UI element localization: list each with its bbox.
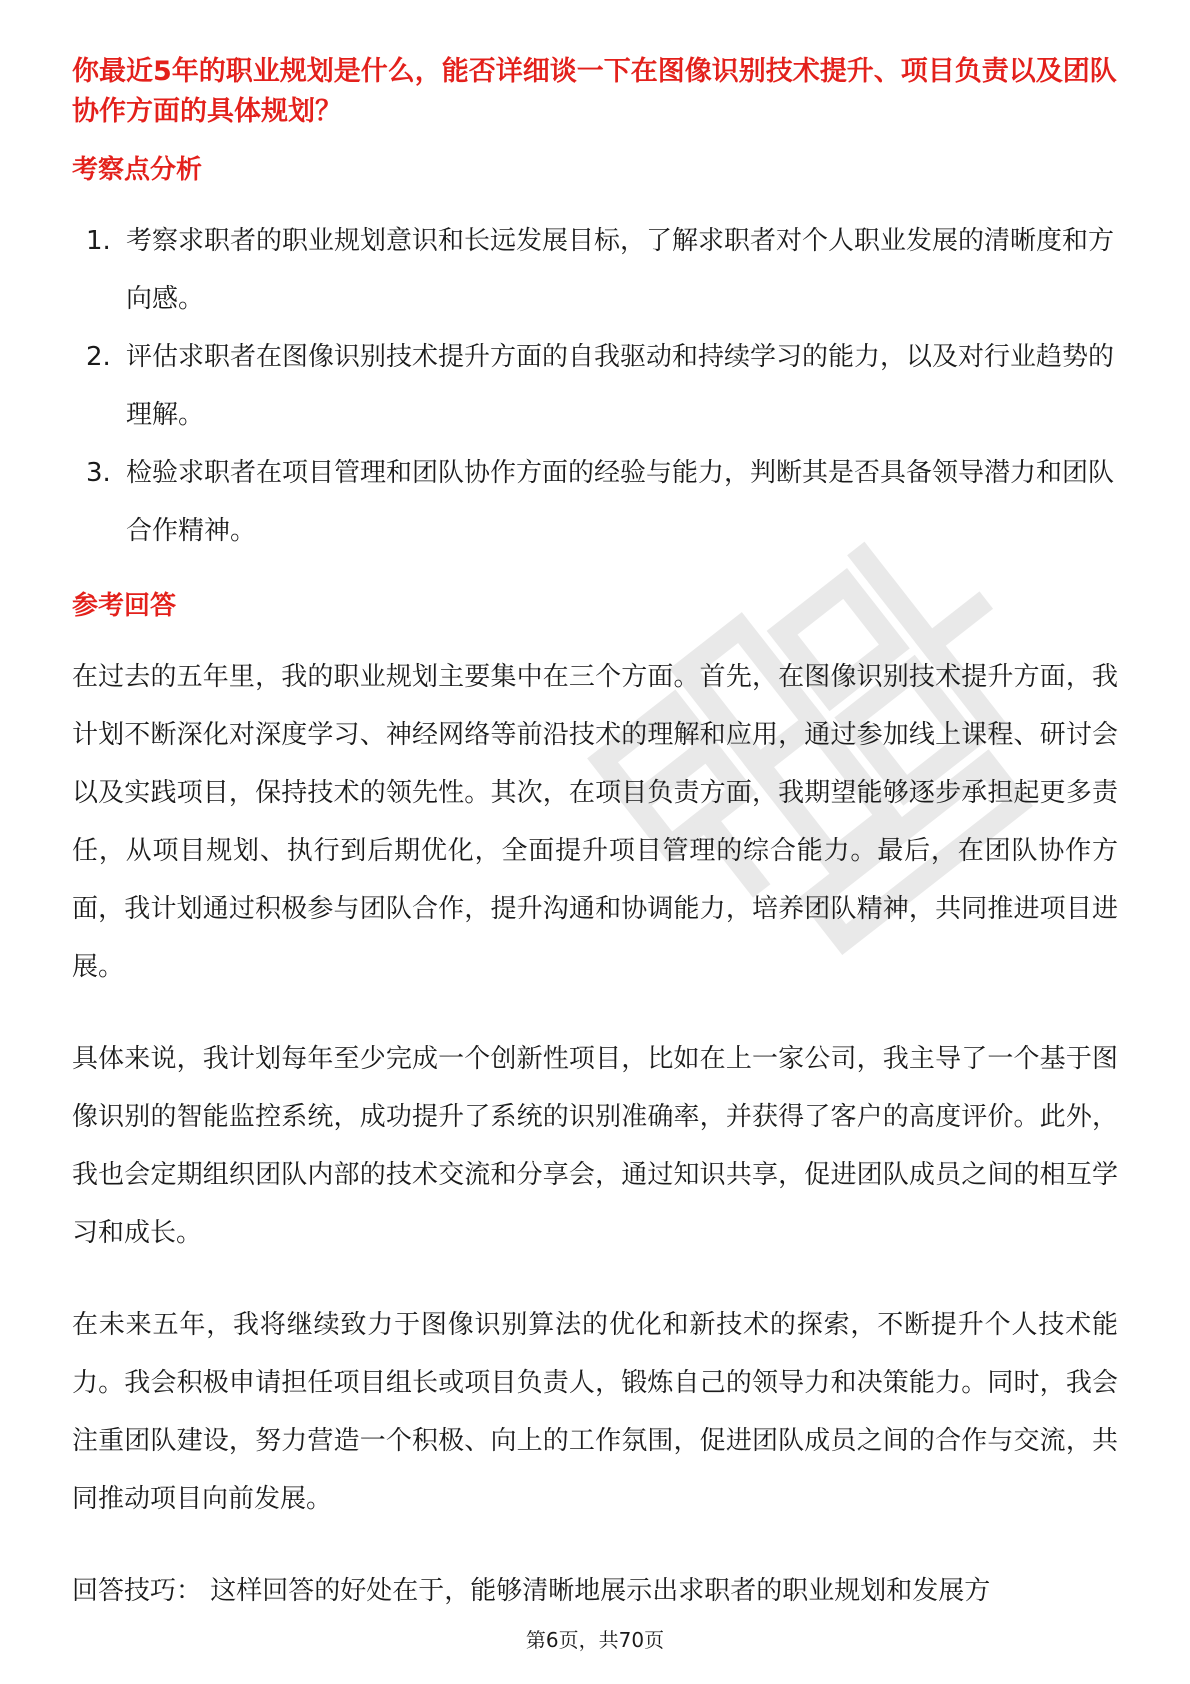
answer-tips-paragraph: 回答技巧： 这样回答的好处在于，能够清晰地展示出求职者的职业规划和发展方 — [72, 1576, 991, 1606]
answer-paragraph-1: 在过去的五年里，我的职业规划主要集中在三个方面。首先，在图像识别技术提升方面，我计划不断深化对深度学习、神经网络等前沿技术的理解和应用，通过参加线上课程、研讨会以及实践项目，保持技术的领先性。其次，在项目负责方面，我期望能够逐步承担起更多责任，从项目规划、执行到后期优化，全面提升项目管理的综合能力。最后，在团队协作方面，我计划通过积极参与团队合作，提升沟通和协调能力，培养团队精神，共同推进项目进展。 — [72, 662, 1118, 982]
page-number-footer: 第6页，共70页 — [525, 1628, 665, 1652]
analysis-list — [72, 212, 1118, 560]
list-item-number: 1. — [86, 226, 111, 256]
answer-paragraph-3: 在未来五年，我将继续致力于图像识别算法的优化和新技术的探索，不断提升个人技术能力。我会积极申请担任项目组长或项目负责人，锻炼自己的领导力和决策能力。同时，我会注重团队建设，努力营造一个积极、向上的工作氛围，促进团队成员之间的合作与交流，共同推动项目向前发展。 — [72, 1310, 1118, 1514]
main-content — [72, 52, 1118, 1620]
analysis-heading: 考察点分析 — [72, 155, 203, 185]
list-item-text: 考察求职者的职业规划意识和长远发展目标，了解求职者对个人职业发展的清晰度和方向感。 — [126, 226, 1115, 314]
list-item-number: 3. — [86, 458, 111, 488]
list-item — [72, 444, 1118, 560]
list-item-number: 2. — [86, 342, 111, 372]
list-item-text: 评估求职者在图像识别技术提升方面的自我驱动和持续学习的能力，以及对行业趋势的理解。 — [126, 342, 1115, 430]
list-item — [72, 328, 1118, 444]
question-title: 你最近5年的职业规划是什么，能否详细谈一下在图像识别技术提升、项目负责以及团队协作方面的具体规划？ — [72, 56, 1117, 127]
list-item — [72, 212, 1118, 328]
list-item-text: 检验求职者在项目管理和团队协作方面的经验与能力，判断其是否具备领导潜力和团队合作精神。 — [126, 458, 1115, 546]
answer-heading: 参考回答 — [72, 591, 177, 621]
answer-paragraph-2: 具体来说，我计划每年至少完成一个创新性项目，比如在上一家公司，我主导了一个基于图像识别的智能监控系统，成功提升了系统的识别准确率，并获得了客户的高度评价。此外，我也会定期组织团队内部的技术交流和分享会，通过知识共享，促进团队成员之间的相互学习和成长。 — [72, 1044, 1118, 1248]
